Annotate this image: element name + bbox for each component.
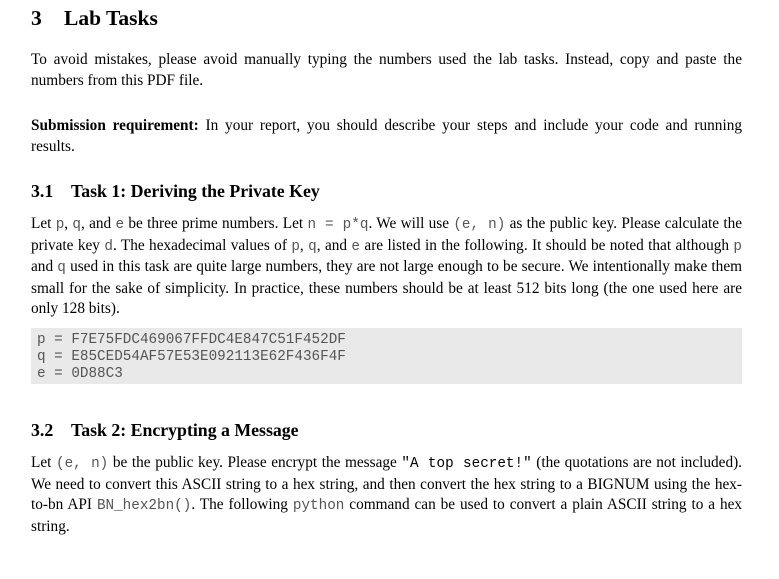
task2-title: Task 2: Encrypting a Message — [71, 420, 299, 440]
var-q: q — [72, 217, 81, 233]
var-p: p — [55, 217, 65, 233]
task2-paragraph — [31, 453, 742, 537]
task1-and: , and — [81, 215, 112, 232]
submission-paragraph — [31, 116, 742, 157]
task1-sep1: , — [64, 215, 69, 232]
task2-heading — [31, 420, 299, 441]
submission-text: In your report, you should describe your steps and include your code and running results. — [31, 117, 742, 155]
task1-let: Let — [31, 215, 52, 232]
task1-rest: used in this task are quite large numbers, they are not large enough to be secure. We intentionally make them small for the sake of simplicity. In practice, these numbers should be at least 512 bits long (the one used here are only 128 bits). — [31, 258, 743, 318]
task2-pubkey-tuple: (e, n) — [56, 456, 109, 472]
var-e: e — [115, 217, 125, 233]
var-n-expr: n = p*q — [307, 217, 369, 233]
pubkey-tuple: (e, n) — [453, 217, 506, 233]
task2-message: "A top secret!" — [401, 456, 532, 472]
task1-hex-values: . The hexadecimal values of — [112, 236, 287, 254]
submission-label: Submission requirement: — [31, 117, 199, 134]
task2-let: Let — [31, 454, 52, 471]
section-number: 3 — [31, 6, 42, 30]
var-p-3: p — [733, 238, 742, 255]
intro-paragraph — [31, 50, 742, 91]
task1-three-primes: be three prime numbers. Let — [128, 215, 304, 232]
task1-title: Task 1: Deriving the Private Key — [71, 181, 320, 201]
task2-following: . The following — [191, 496, 288, 514]
task1-as-pubkey: as the public key. Please calculate the private key — [31, 215, 743, 254]
code-line-q: q = E85CED54AF57E53E092113E62F436F4F — [37, 349, 346, 365]
task1-and3: and — [31, 258, 54, 276]
task2-after-msg: (the quotations are not included). We need to convert this ASCII string to a hex string, and then convert the hex string to a BIGNUM using the hex-to-bn API — [31, 454, 743, 514]
var-d: d — [104, 238, 113, 255]
task2-number: 3.2 — [31, 420, 54, 440]
intro-text: To avoid mistakes, please avoid manually typing the numbers used the lab tasks. Instead, copy and paste the numbers from this PDF file. — [31, 51, 742, 89]
section-heading — [31, 6, 158, 31]
api-name: BN_hex2bn() — [96, 498, 192, 515]
task2-be-public: be the public key. Please encrypt the message — [112, 454, 397, 471]
section-title: Lab Tasks — [64, 6, 158, 30]
python-word: python — [292, 498, 345, 515]
task1-listed: are listed in the following. It should be noted that although — [364, 236, 730, 254]
task1-comma2: , — [299, 236, 304, 254]
var-e-2: e — [351, 238, 361, 255]
task1-number: 3.1 — [31, 181, 54, 201]
code-line-e: e = 0D88C3 — [37, 366, 123, 382]
task1-heading — [31, 181, 320, 202]
task2-rest: command can be used to convert a plain ASCII string to a hex string. — [31, 496, 743, 535]
task1-and2: , and — [316, 236, 348, 254]
var-p-2: p — [291, 238, 300, 255]
var-q-2: q — [308, 238, 317, 255]
task1-we-will-use: . We will use — [368, 215, 450, 232]
code-line-p: p = F7E75FDC469067FFDC4E847C51F452DF — [37, 332, 346, 348]
task1-paragraph — [31, 214, 742, 320]
var-q-3: q — [57, 260, 66, 277]
code-block — [31, 328, 742, 384]
